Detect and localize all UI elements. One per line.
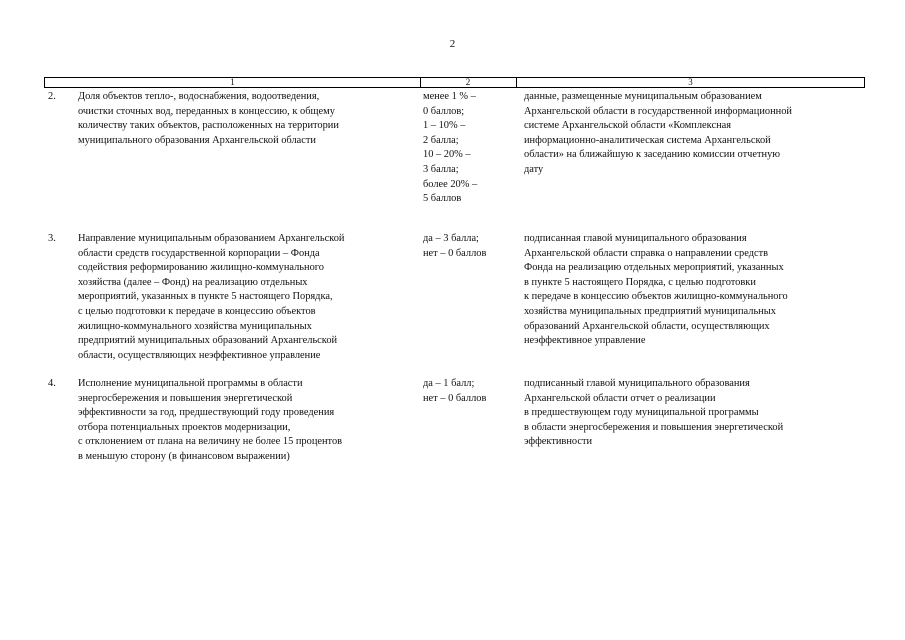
header-cell-1: 1 xyxy=(230,77,235,87)
text-line: эффективности xyxy=(524,436,593,448)
text-line: энергосбережения и повышения энергетической xyxy=(78,392,293,404)
text-line: данные, размещенные муниципальным образованием xyxy=(524,91,762,102)
row-number: 2. xyxy=(48,91,56,102)
text-line: Доля объектов тепло-, водоснабжения, водоотведения, xyxy=(78,91,320,102)
score-values xyxy=(423,377,518,406)
text-line: 10 – 20% – xyxy=(423,149,471,161)
table-header-row xyxy=(44,77,865,88)
text-line: жилищно-коммунального хозяйства муниципальных xyxy=(78,320,312,332)
score-values xyxy=(423,232,518,261)
text-line: 2 балла; xyxy=(423,134,459,146)
text-line: Направление муниципальным образованием Архангельской xyxy=(78,233,345,244)
header-cell-2: 2 xyxy=(465,77,471,87)
score-values xyxy=(423,90,518,207)
text-line: количеству таких объектов, расположенных на территории xyxy=(78,120,339,132)
text-line: Архангельской области отчет о реализации xyxy=(524,392,716,404)
criterion-description xyxy=(78,90,418,148)
row-number: 3. xyxy=(48,233,56,244)
row-number: 4. xyxy=(48,378,56,389)
text-line: области средств государственной корпорации – Фонда xyxy=(78,247,320,259)
text-line: в меньшую сторону (в финансовом выражении) xyxy=(78,450,290,462)
text-line: содействия реформированию жилищно-коммунального xyxy=(78,262,324,274)
text-line: 1 – 10% – xyxy=(423,120,466,132)
criterion-description xyxy=(78,377,418,465)
text-line: хозяйства муниципальных предприятий муниципальных xyxy=(524,305,776,317)
text-line: образований Архангельской области, осуществляющих xyxy=(524,320,770,332)
text-line: с целью подготовки к передаче в концессию объектов xyxy=(78,305,316,317)
text-line: отбора потенциальных проектов модернизации, xyxy=(78,421,291,433)
data-source xyxy=(524,377,864,450)
text-line: системе Архангельской области «Комплексная xyxy=(524,120,732,132)
page-number: 2 xyxy=(449,38,456,50)
data-source xyxy=(524,90,864,178)
text-line: области, осуществляющих неэффективное управление xyxy=(78,349,321,361)
text-line: Исполнение муниципальной программы в области xyxy=(78,378,303,389)
data-source xyxy=(524,232,864,349)
text-line: в области энергосбережения и повышения энергетической xyxy=(524,421,784,433)
text-line: дату xyxy=(524,163,544,175)
text-line: в предшествующем году муниципальной программы xyxy=(524,407,759,419)
text-line: да – 1 балл; xyxy=(423,378,475,389)
text-line: эффективности за год, предшествующий году проведения xyxy=(78,407,335,419)
text-line: очистки сточных вод, переданных в концессию, к общему xyxy=(78,105,335,117)
text-line: неэффективное управление xyxy=(524,335,646,347)
criterion-description xyxy=(78,232,418,363)
text-line: к передаче в концессию объектов жилищно-коммунального xyxy=(524,291,788,303)
text-line: 0 баллов; xyxy=(423,105,465,117)
text-line: Фонда на реализацию отдельных мероприятий, указанных xyxy=(524,262,784,274)
text-line: мероприятий, указанных в пункте 5 настоящего Порядка, xyxy=(78,291,333,303)
text-line: 3 балла; xyxy=(423,163,459,175)
text-line: с отклонением от плана на величину не более 15 процентов xyxy=(78,436,343,448)
text-line: более 20% – xyxy=(423,178,478,190)
text-line: 5 баллов xyxy=(423,193,462,205)
text-line: области» на ближайшую к заседанию комиссии отчетную xyxy=(524,149,781,161)
text-line: менее 1 % – xyxy=(423,91,476,102)
text-line: предприятий муниципальных образований Архангельской xyxy=(78,335,338,347)
text-line: нет – 0 баллов xyxy=(423,247,487,259)
text-line: да – 3 балла; xyxy=(423,233,479,244)
text-line: в пункте 5 настоящего Порядка, с целью подготовки xyxy=(524,276,756,288)
text-line: подписанная главой муниципального образования xyxy=(524,233,747,244)
text-line: Архангельской области в государственной информационной xyxy=(524,105,792,117)
header-cell-3: 3 xyxy=(688,77,693,87)
text-line: подписанный главой муниципального образования xyxy=(524,378,750,389)
text-line: информационно-аналитическая система Архангельской xyxy=(524,134,771,146)
text-line: нет – 0 баллов xyxy=(423,392,487,404)
text-line: муниципального образования Архангельской области xyxy=(78,134,316,146)
text-line: Архангельской области справка о направлении средств xyxy=(524,247,769,259)
text-line: хозяйства (далее – Фонд) на реализацию отдельных xyxy=(78,276,308,288)
